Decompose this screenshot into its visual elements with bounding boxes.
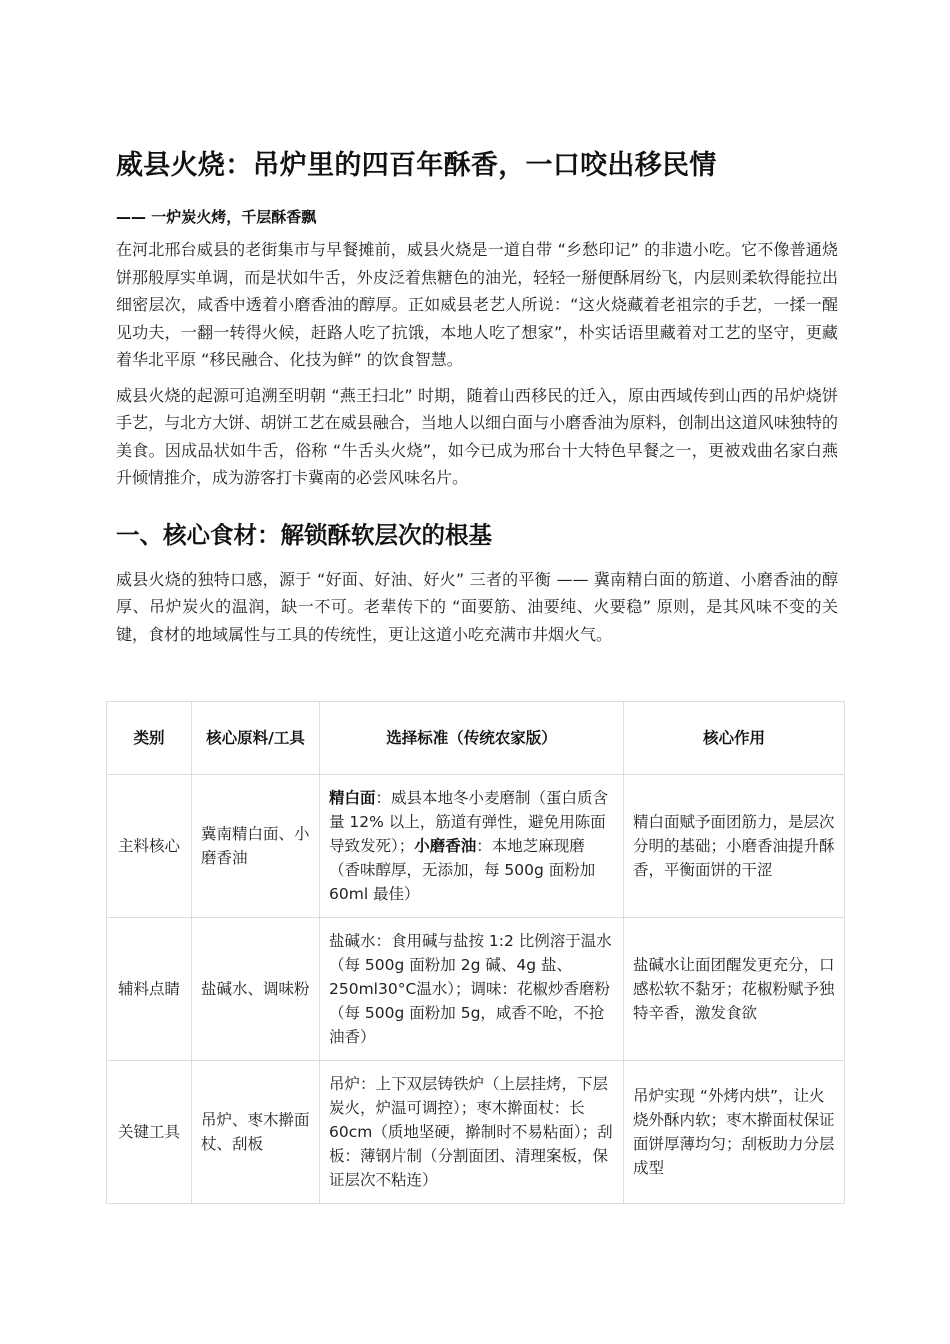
keyword: 小磨香油: [414, 837, 477, 855]
table-row: [107, 1061, 845, 1204]
standard-text: ：本地芝麻现磨（香味醇厚，无添加，每 500g 面粉加 60ml 最佳）: [329, 837, 596, 903]
row-standard: 吊炉：上下双层铸铁炉（上层挂烤，下层炭火，炉温可调控）；枣木擀面杖：长 60cm（质地坚硬，擀制时不易粘面）；刮板：薄钢片制（分割面团、清理案板，保证层次不粘连）: [320, 1061, 624, 1204]
row-category: 主料核心: [107, 775, 192, 918]
keyword: 精白面: [329, 789, 376, 807]
row-materials: 冀南精白面、小磨香油: [192, 775, 320, 918]
row-category: 关键工具: [107, 1061, 192, 1204]
row-role: 精白面赋予面团筋力，是层次分明的基础；小磨香油提升酥香，平衡面饼的干涩: [624, 775, 845, 918]
row-materials: 吊炉、枣木擀面杖、刮板: [192, 1061, 320, 1204]
row-role: 吊炉实现 “外烤内烘”，让火烧外酥内软；枣木擀面杖保证面饼厚薄均匀；刮板助力分层成型: [624, 1061, 845, 1204]
standard-text: ：威县本地冬小麦磨制（蛋白质含量 12% 以上，筋道有弹性，避免用陈面导致发死）；: [329, 789, 609, 855]
table-header-row: [107, 702, 845, 775]
ingredients-table: [106, 701, 845, 1204]
table-row: [107, 918, 845, 1061]
article: [116, 148, 838, 648]
header-category: 类别: [107, 702, 192, 775]
row-category: 辅料点睛: [107, 918, 192, 1061]
intro-paragraph-2: 威县火烧的起源可追溯至明朝 “燕王扫北” 时期，随着山西移民的迁入，原由西域传到山西的吊炉烧饼手艺，与北方大饼、胡饼工艺在威县融合，当地人以细白面与小磨香油为原料，创制出这道风味独特的美食。因成品状如牛舌，俗称 “牛舌头火烧”，如今已成为邢台十大特色早餐之一，更被戏曲名家白燕升倾情推介，成为游客打卡冀南的必尝风味名片。: [116, 385, 838, 487]
section-heading: 一、核心食材：解锁酥软层次的根基: [116, 520, 492, 549]
row-standard: [320, 775, 624, 918]
table-row: [107, 775, 845, 918]
row-standard: 盐碱水：食用碱与盐按 1:2 比例溶于温水（每 500g 面粉加 2g 碱、4g 盐、250ml30°C温水）；调味：花椒炒香磨粉（每 500g 面粉加 5g，咸香不呛，不抢油香）: [320, 918, 624, 1061]
header-standard: 选择标准（传统农家版）: [320, 702, 624, 775]
header-materials: 核心原料/工具: [192, 702, 320, 775]
row-role: 盐碱水让面团醒发更充分，口感松软不黏牙；花椒粉赋予独特辛香，激发食欲: [624, 918, 845, 1061]
article-subtitle: —— 一炉炭火烤，千层酥香飘: [116, 208, 317, 226]
section-paragraph: 威县火烧的独特口感，源于 “好面、好油、好火” 三者的平衡 —— 冀南精白面的筋道、小磨香油的醇厚、吊炉炭火的温润，缺一不可。老辈传下的 “面要筋、油要纯、火要稳” 原则，是其风味不变的关键，食材的地域属性与工具的传统性，更让这道小吃充满市井烟火气。: [116, 569, 838, 644]
intro-paragraph-1: 在河北邢台威县的老街集市与早餐摊前，威县火烧是一道自带 “乡愁印记” 的非遗小吃。它不像普通烧饼那般厚实单调，而是状如牛舌，外皮泛着焦糖色的油光，轻轻一掰便酥屑纷飞，内层则柔软得能拉出细密层次，咸香中透着小磨香油的醇厚。正如威县老艺人所说：“这火烧藏着老祖宗的手艺，一揉一醒见功夫，一翻一转得火候，赶路人吃了抗饿，本地人吃了想家”，朴实话语里藏着对工艺的坚守，更藏着华北平原 “移民融合、化技为鲜” 的饮食智慧。: [116, 240, 838, 369]
row-materials: 盐碱水、调味粉: [192, 918, 320, 1061]
header-role: 核心作用: [624, 702, 845, 775]
article-title: 威县火烧：吊炉里的四百年酥香，一口咬出移民情: [116, 150, 717, 181]
